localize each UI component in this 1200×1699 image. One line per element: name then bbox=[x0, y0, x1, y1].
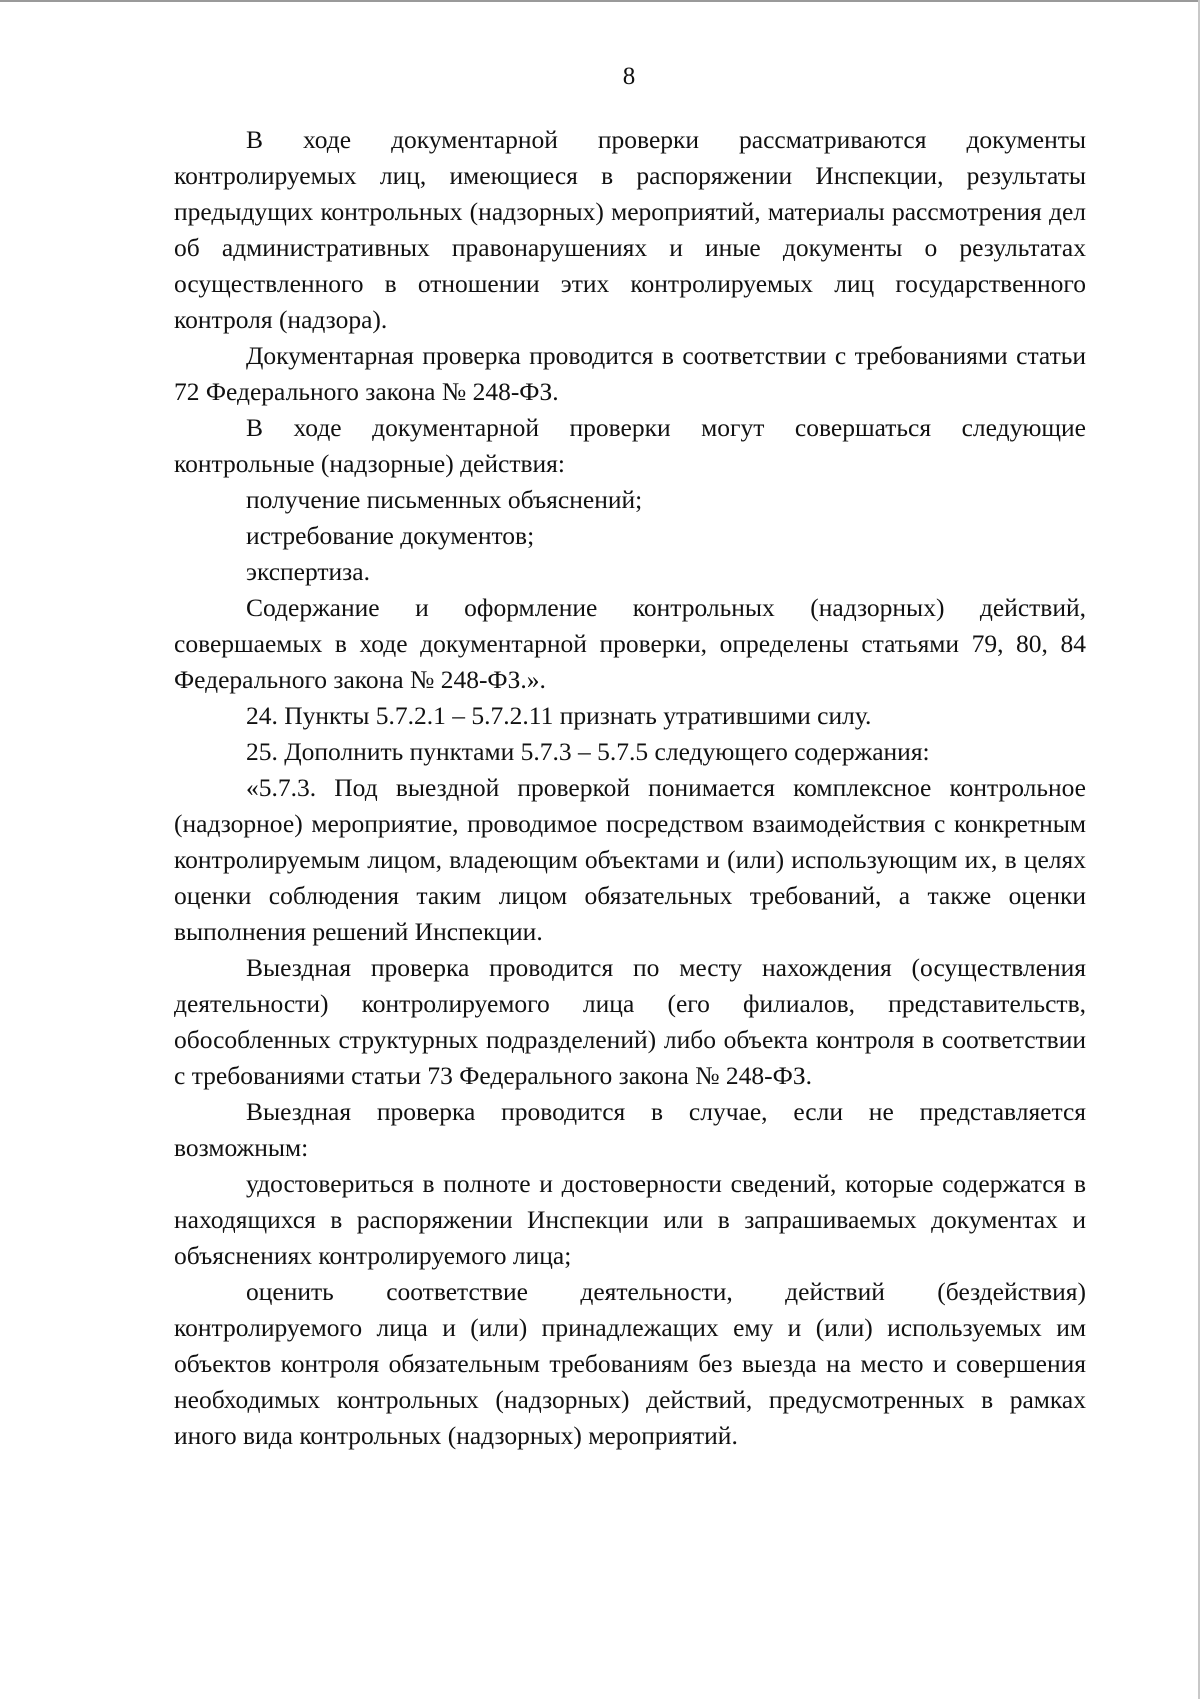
list-item: экспертиза. bbox=[246, 557, 370, 586]
paragraph: Выездная проверка проводится в случае, если не представляется возможным: bbox=[174, 1097, 1086, 1162]
list-item: удостовериться в полноте и достоверности сведений, которые содержатся в находящихся в распоряжении Инспекции или в запрашиваемых документах и объяснениях контролируемого лица; bbox=[174, 1169, 1086, 1270]
paragraph: Выездная проверка проводится по месту нахождения (осуществления деятельности) контролируемого лица (его филиалов, представительств, обособленных структурных подразделений) либо объекта контроля в соответствии с требованиями статьи 73 Федерального закона № 248-ФЗ. bbox=[174, 953, 1086, 1090]
paragraph: 24. Пункты 5.7.2.1 – 5.7.2.11 признать утратившими силу. bbox=[246, 701, 872, 730]
paragraph: «5.7.3. Под выездной проверкой понимается комплексное контрольное (надзорное) мероприятие, проводимое посредством взаимодействия с конкретным контролируемым лицом, владеющим объектами и (или) использующим их, в целях оценки соблюдения таким лицом обязательных требований, а также оценки выполнения решений Инспекции. bbox=[174, 773, 1086, 946]
list-item: получение письменных объяснений; bbox=[246, 485, 643, 514]
scan-edge-top bbox=[0, 0, 1200, 2]
paragraph: Документарная проверка проводится в соответствии с требованиями статьи 72 Федерального закона № 248-ФЗ. bbox=[174, 341, 1086, 406]
paragraph: Содержание и оформление контрольных (надзорных) действий, совершаемых в ходе документарной проверки, определены статьями 79, 80, 84 Федерального закона № 248-ФЗ.». bbox=[174, 593, 1086, 694]
paragraph: В ходе документарной проверки могут совершаться следующие контрольные (надзорные) действия: bbox=[174, 413, 1086, 478]
paragraph: 25. Дополнить пунктами 5.7.3 – 5.7.5 следующего содержания: bbox=[246, 737, 930, 766]
page-number: 8 bbox=[622, 63, 636, 90]
document-body bbox=[174, 122, 1086, 1454]
list-item: оценить соответствие деятельности, действий (бездействия) контролируемого лица и (или) принадлежащих ему и (или) используемых им объектов контроля обязательным требованиям без выезда на место и совершения необходимых контрольных (надзорных) действий, предусмотренных в рамках иного вида контрольных (надзорных) мероприятий. bbox=[174, 1277, 1086, 1450]
list-item: истребование документов; bbox=[246, 521, 535, 550]
paragraph: В ходе документарной проверки рассматриваются документы контролируемых лиц, имеющиеся в распоряжении Инспекции, результаты предыдущих контрольных (надзорных) мероприятий, материалы рассмотрения дел об административных правонарушениях и иные документы о результатах осуществленного в отношении этих контролируемых лиц государственного контроля (надзора). bbox=[174, 125, 1086, 334]
